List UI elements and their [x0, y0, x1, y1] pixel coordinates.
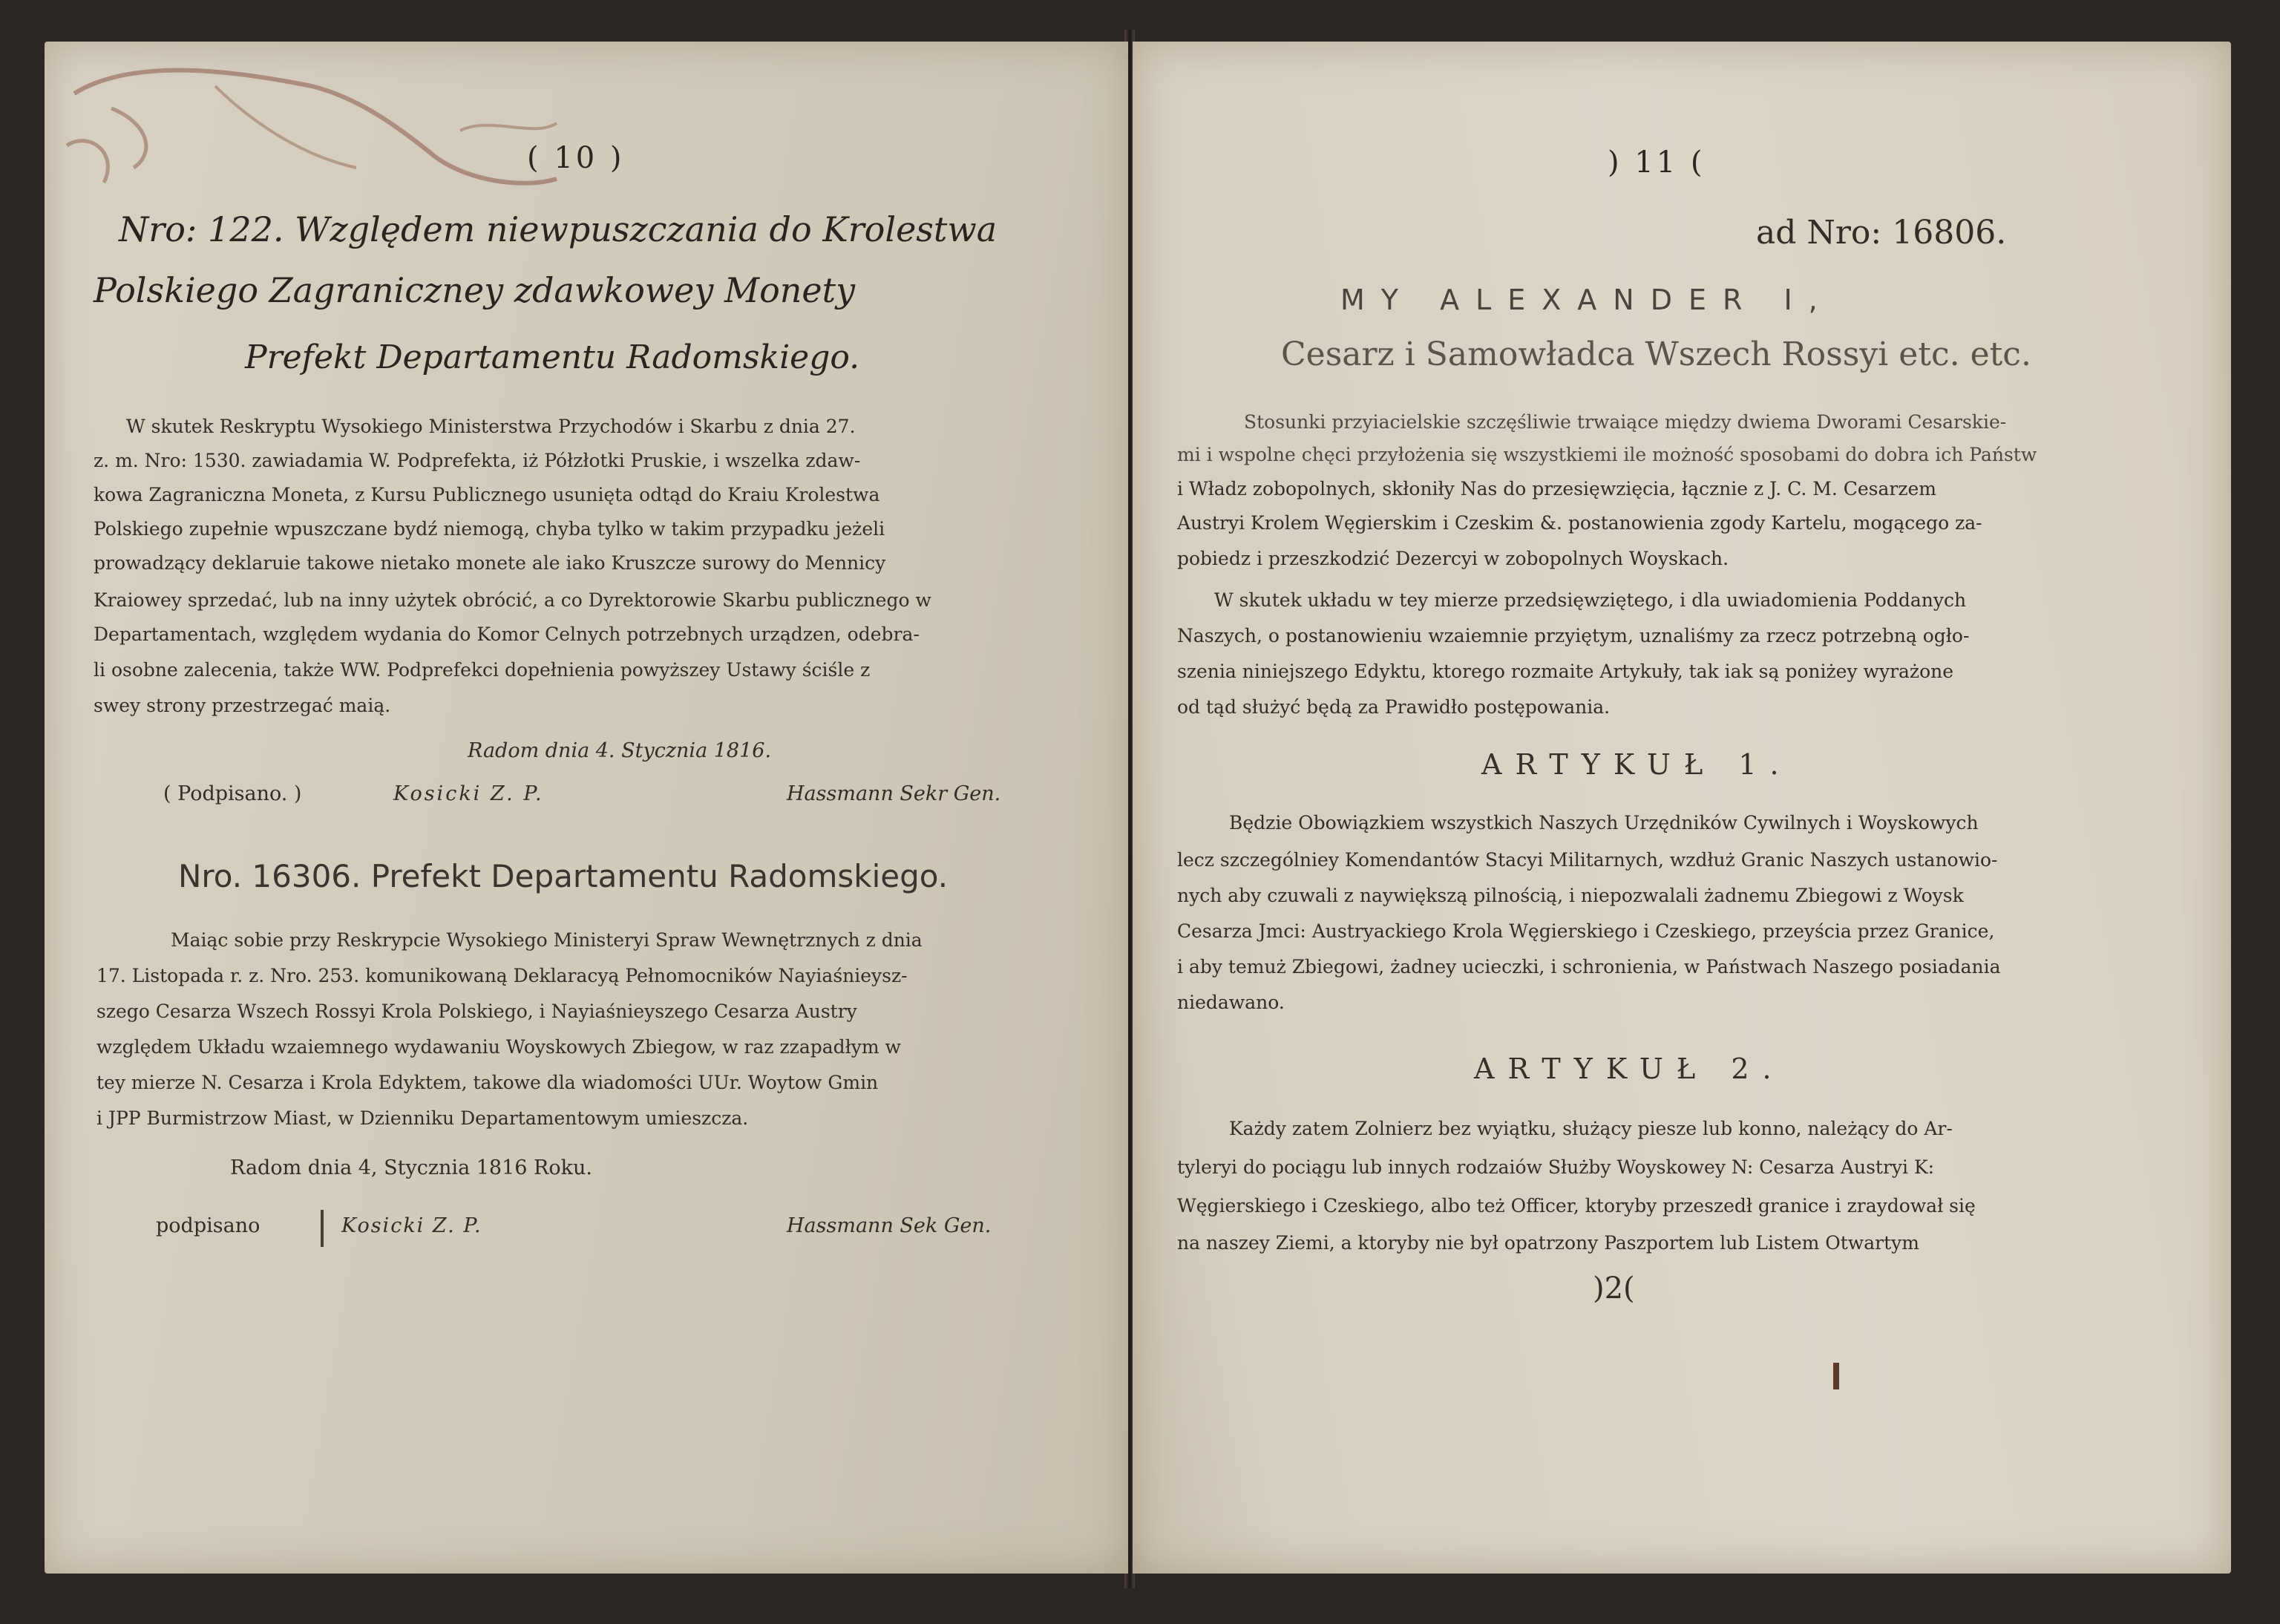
notice1-title-line2: Polskiego Zagraniczney zdawkowey Monety: [94, 270, 856, 310]
article2-body-line: tyleryi do pociągu lub innych rodzaiów Służby Woyskowey N: Cesarza Austryi K:: [1177, 1156, 1935, 1178]
article1-body-line: Będzie Obowiązkiem wszystkich Naszych Urzędników Cywilnych i Woyskowych: [1229, 812, 1979, 834]
notice2-body-line: i JPP Burmistrzow Miast, w Dzienniku Departamentowym umieszcza.: [96, 1107, 749, 1129]
notice1-body-line: kowa Zagraniczna Moneta, z Kursu Publicznego usunięta odtąd do Kraiu Krolestwa: [94, 484, 880, 505]
preamble-line: szenia niniejszego Edyktu, ktorego rozmaite Artykuły, tak iak są poniżey wyrażone: [1177, 661, 1954, 682]
right-page: [1133, 42, 2231, 1574]
edict-reference: ad Nro: 16806.: [1756, 214, 2007, 252]
notice1-date: Radom dnia 4. Stycznia 1816.: [468, 739, 772, 762]
ink-divider: [321, 1210, 324, 1247]
article1-body-line: lecz szczególniey Komendantów Stacyi Militarnych, wzdłuż Granic Naszych ustanowio-: [1177, 849, 1998, 871]
article2-body-line: Każdy zatem Zolnierz bez wyiątku, służący piesze lub konno, należący do Ar-: [1229, 1118, 1953, 1139]
article2-body-line: na naszey Ziemi, a ktoryby nie był opatrzony Paszportem lub Listem Otwartym: [1177, 1232, 1919, 1254]
article2-body-line: Węgierskiego i Czeskiego, albo też Officer, ktoryby przeszedł granice i zraydował się: [1177, 1195, 1976, 1217]
preamble-line: pobiedz i przeszkodzić Dezercyi w zobopolnych Woyskach.: [1177, 548, 1729, 569]
notice1-signer-secretary: Hassmann Sekr Gen.: [787, 782, 1001, 805]
notice1-body-line: Polskiego zupełnie wpuszczane bydź niemogą, chyba tylko w takim przypadku jeżeli: [94, 518, 885, 540]
manuscript-ink-mark: [45, 42, 564, 235]
notice2-date: Radom dnia 4, Stycznia 1816 Roku.: [230, 1156, 592, 1179]
edict-heading: MY ALEXANDER I,: [1340, 284, 1834, 316]
edict-subheading: Cesarz i Samowładca Wszech Rossyi etc. etc.: [1281, 335, 2031, 373]
notice2-body-line: tey mierze N. Cesarza i Krola Edyktem, takowe dla wiadomości UUr. Woytow Gmin: [96, 1072, 879, 1093]
notice2-signer-secretary: Hassmann Sek Gen.: [787, 1214, 992, 1237]
article1-body-line: i aby temuż Zbiegowi, żadney ucieczki, i schronienia, w Państwach Naszego posiadania: [1177, 956, 2001, 978]
notice2-signer-prefect: Kosicki Z. P.: [341, 1214, 482, 1237]
article1-body-line: Cesarza Jmci: Austryackiego Krola Węgierskiego i Czeskiego, przeyścia przez Granice,: [1177, 920, 1995, 942]
notice2-body-line: szego Cesarza Wszech Rossyi Krola Polskiego, i Nayiaśnieyszego Cesarza Austry: [96, 1001, 857, 1022]
notice2-body-line: względem Układu wzaiemnego wydawaniu Woyskowych Zbiegow, w raz zzapadłym w: [96, 1036, 901, 1058]
notice1-signed-label: ( Podpisano. ): [163, 782, 302, 805]
preamble-line: mi i wspolne chęci przyłożenia się wszystkiemi ile możność sposobami do dobra ich Państw: [1177, 444, 2037, 465]
preamble-line: Austryi Krolem Węgierskim i Czeskim &. postanowienia zgody Kartelu, mogącego za-: [1177, 512, 1982, 534]
notice1-body-line: swey strony przestrzegać maią.: [94, 695, 391, 716]
page-number: ( 10 ): [527, 141, 625, 175]
notice1-body-line: li osobne zalecenia, także WW. Podprefekci dopełnienia powyższey Ustawy ściśle z: [94, 659, 871, 681]
notice2-title: Nro. 16306. Prefekt Departamentu Radomskiego.: [178, 858, 949, 894]
preamble-line: i Władz zobopolnych, skłoniły Nas do przesięwzięcia, łącznie z J. C. M. Cesarzem: [1177, 478, 1936, 500]
preamble-line: Naszych, o postanowieniu wzaiemnie przyiętym, uznaliśmy za rzecz potrzebną ogło-: [1177, 625, 1970, 646]
notice2-body-line: Maiąc sobie przy Reskrypcie Wysokiego Ministeryi Spraw Wewnętrznych z dnia: [171, 929, 923, 951]
signature-mark: )2(: [1593, 1271, 1635, 1306]
article1-body-line: nych aby czuwali z naywiększą pilnością, i niepozwalali żadnemu Zbiegowi z Woysk: [1177, 885, 1964, 906]
ink-blot: [1833, 1363, 1839, 1389]
notice1-signer-prefect: Kosicki Z. P.: [393, 782, 544, 805]
left-page: [45, 42, 1128, 1574]
notice1-body-line: Departamentach, względem wydania do Komor Celnych potrzebnych urządzen, odebra-: [94, 623, 920, 645]
page-number: ) 11 (: [1608, 145, 1706, 180]
notice1-title-line1: Nro: 122. Względem niewpuszczania do Krolestwa: [119, 209, 998, 249]
notice1-body-line: prowadzący deklaruie takowe nietako monete ale iako Kruszcze surowy do Mennicy: [94, 552, 886, 574]
notice1-body-line: z. m. Nro: 1530. zawiadamia W. Podprefekta, iż Półzłotki Pruskie, i wszelka zdaw-: [94, 450, 861, 471]
notice1-body-line: Kraiowey sprzedać, lub na inny użytek obrócić, a co Dyrektorowie Skarbu publicznego w: [94, 589, 931, 611]
article1-body-line: niedawano.: [1177, 992, 1285, 1013]
notice1-subtitle: Prefekt Departamentu Radomskiego.: [245, 338, 860, 376]
article1-heading: ARTYKUŁ 1.: [1481, 748, 1792, 781]
preamble-line: Stosunki przyiacielskie szczęśliwie trwaiące między dwiema Dworami Cesarskie-: [1244, 411, 2007, 433]
notice2-body-line: 17. Listopada r. z. Nro. 253. komunikowaną Deklaracyą Pełnomocników Nayiaśnieysz-: [96, 965, 908, 986]
notice1-body-line: W skutek Reskryptu Wysokiego Ministerstwa Przychodów i Skarbu z dnia 27.: [126, 416, 856, 437]
article2-heading: ARTYKUŁ 2.: [1474, 1052, 1785, 1085]
notice2-signed-label: podpisano: [156, 1214, 261, 1237]
preamble-line: W skutek układu w tey mierze przedsięwziętego, i dla uwiadomienia Poddanych: [1214, 589, 1967, 611]
preamble-line: od tąd służyć będą za Prawidło postępowania.: [1177, 696, 1611, 718]
